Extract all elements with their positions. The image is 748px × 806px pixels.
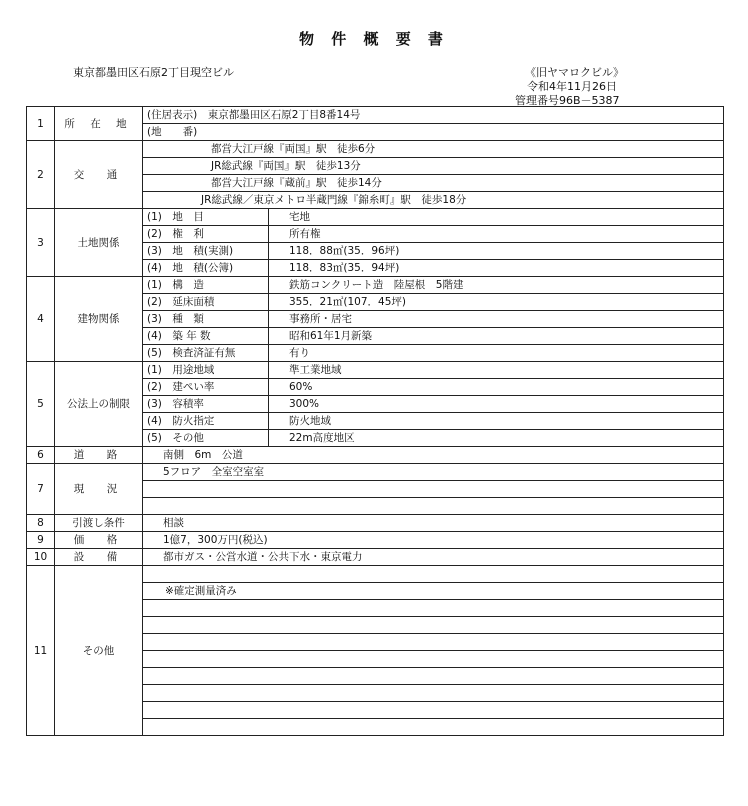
item-label: 価 格 — [55, 532, 143, 549]
table-row — [27, 362, 724, 379]
sub-item-value: 118．88㎡(35．96坪) — [269, 243, 724, 260]
row-number: 5 — [27, 362, 55, 447]
sub-item-label: (5) 検査済証有無 — [143, 345, 269, 362]
sub-item-value: 118．83㎡(35．94坪) — [269, 260, 724, 277]
sub-item-label: (3) 種 類 — [143, 311, 269, 328]
table-row — [27, 464, 724, 481]
sub-item-label: (3) 容積率 — [143, 396, 269, 413]
blank-line — [143, 600, 724, 617]
row-number: 7 — [27, 464, 55, 515]
item-label: 現 況 — [55, 464, 143, 515]
item-label: 交 通 — [55, 141, 143, 209]
blank-line — [143, 481, 724, 498]
address-value: (住居表示) 東京都墨田区石原2丁目8番14号 — [143, 107, 724, 124]
table-row — [27, 107, 724, 124]
sub-item-label: (3) 地 積(実測) — [143, 243, 269, 260]
blank-line — [143, 719, 724, 736]
property-summary-table — [26, 106, 724, 736]
sub-item-label: (1) 構 造 — [143, 277, 269, 294]
sub-item-label: (1) 地 目 — [143, 209, 269, 226]
access-line: JR総武線／東京メトロ半蔵門線『錦糸町』駅 徒歩18分 — [143, 192, 724, 209]
sub-item-label: (2) 建ぺい率 — [143, 379, 269, 396]
sub-item-value: 事務所・居宅 — [269, 311, 724, 328]
row-number: 9 — [27, 532, 55, 549]
table-row — [27, 277, 724, 294]
table-row — [27, 566, 724, 583]
sub-item-value: 鉄筋コンクリート造 陸屋根 5階建 — [269, 277, 724, 294]
management-number: 管理番号96B－5387 — [515, 94, 620, 107]
sub-item-label: (4) 防火指定 — [143, 413, 269, 430]
row-number: 1 — [27, 107, 55, 141]
building-alias: 《旧ヤマロクビル》 — [525, 66, 624, 79]
access-line: 都営大江戸線『両国』駅 徒歩6分 — [143, 141, 724, 158]
property-name: 東京都墨田区石原2丁目現空ビル — [73, 66, 234, 79]
blank-line — [143, 702, 724, 719]
item-value: 都市ガス・公営水道・公共下水・東京電力 — [143, 549, 724, 566]
header-meta — [515, 66, 675, 108]
sub-item-label: (4) 築 年 数 — [143, 328, 269, 345]
table-row — [27, 515, 724, 532]
sub-item-label: (5) その他 — [143, 430, 269, 447]
access-line: JR総武線『両国』駅 徒歩13分 — [143, 158, 724, 175]
sub-item-value: 有り — [269, 345, 724, 362]
sub-item-label: (2) 権 利 — [143, 226, 269, 243]
item-value: 5フロア 全室空室室 — [143, 464, 724, 481]
row-number: 10 — [27, 549, 55, 566]
row-number: 3 — [27, 209, 55, 277]
item-value: 相談 — [143, 515, 724, 532]
blank-line — [143, 498, 724, 515]
item-label: 建物関係 — [55, 277, 143, 362]
sub-item-value: 355．21㎡(107．45坪) — [269, 294, 724, 311]
sub-item-value: 22m高度地区 — [269, 430, 724, 447]
row-number: 6 — [27, 447, 55, 464]
blank-line — [143, 617, 724, 634]
item-value: ※確定測量済み — [143, 583, 724, 600]
item-label: 道 路 — [55, 447, 143, 464]
blank-line — [143, 668, 724, 685]
blank-line — [143, 685, 724, 702]
item-value: 1億7，300万円(税込) — [143, 532, 724, 549]
lot-number-value: (地 番) — [143, 124, 724, 141]
blank-line — [143, 634, 724, 651]
item-label: 公法上の制限 — [55, 362, 143, 447]
blank-line — [143, 651, 724, 668]
row-number: 4 — [27, 277, 55, 362]
sub-item-value: 昭和61年1月新築 — [269, 328, 724, 345]
sub-item-label: (1) 用途地域 — [143, 362, 269, 379]
access-line: 都営大江戸線『蔵前』駅 徒歩14分 — [143, 175, 724, 192]
sub-item-value: 300% — [269, 396, 724, 413]
item-label: その他 — [55, 566, 143, 736]
sub-item-value: 宅地 — [269, 209, 724, 226]
row-number: 11 — [27, 566, 55, 736]
sub-item-value: 所有権 — [269, 226, 724, 243]
sub-item-value: 準工業地域 — [269, 362, 724, 379]
sub-item-value: 60% — [269, 379, 724, 396]
sub-item-label: (2) 延床面積 — [143, 294, 269, 311]
item-label: 土地関係 — [55, 209, 143, 277]
table-row — [27, 447, 724, 464]
table-row — [27, 209, 724, 226]
row-number: 8 — [27, 515, 55, 532]
item-label: 引渡し条件 — [55, 515, 143, 532]
sub-item-label: (4) 地 積(公簿) — [143, 260, 269, 277]
item-label: 設 備 — [55, 549, 143, 566]
document-date: 令和4年11月26日 — [527, 80, 617, 93]
table-row — [27, 532, 724, 549]
document-title: 物 件 概 要 書 — [299, 30, 449, 48]
blank-line — [143, 566, 724, 583]
row-number: 2 — [27, 141, 55, 209]
item-value: 南側 6m 公道 — [143, 447, 724, 464]
sub-item-value: 防火地域 — [269, 413, 724, 430]
table-row — [27, 141, 724, 158]
table-row — [27, 549, 724, 566]
item-label: 所 在 地 — [55, 107, 143, 141]
